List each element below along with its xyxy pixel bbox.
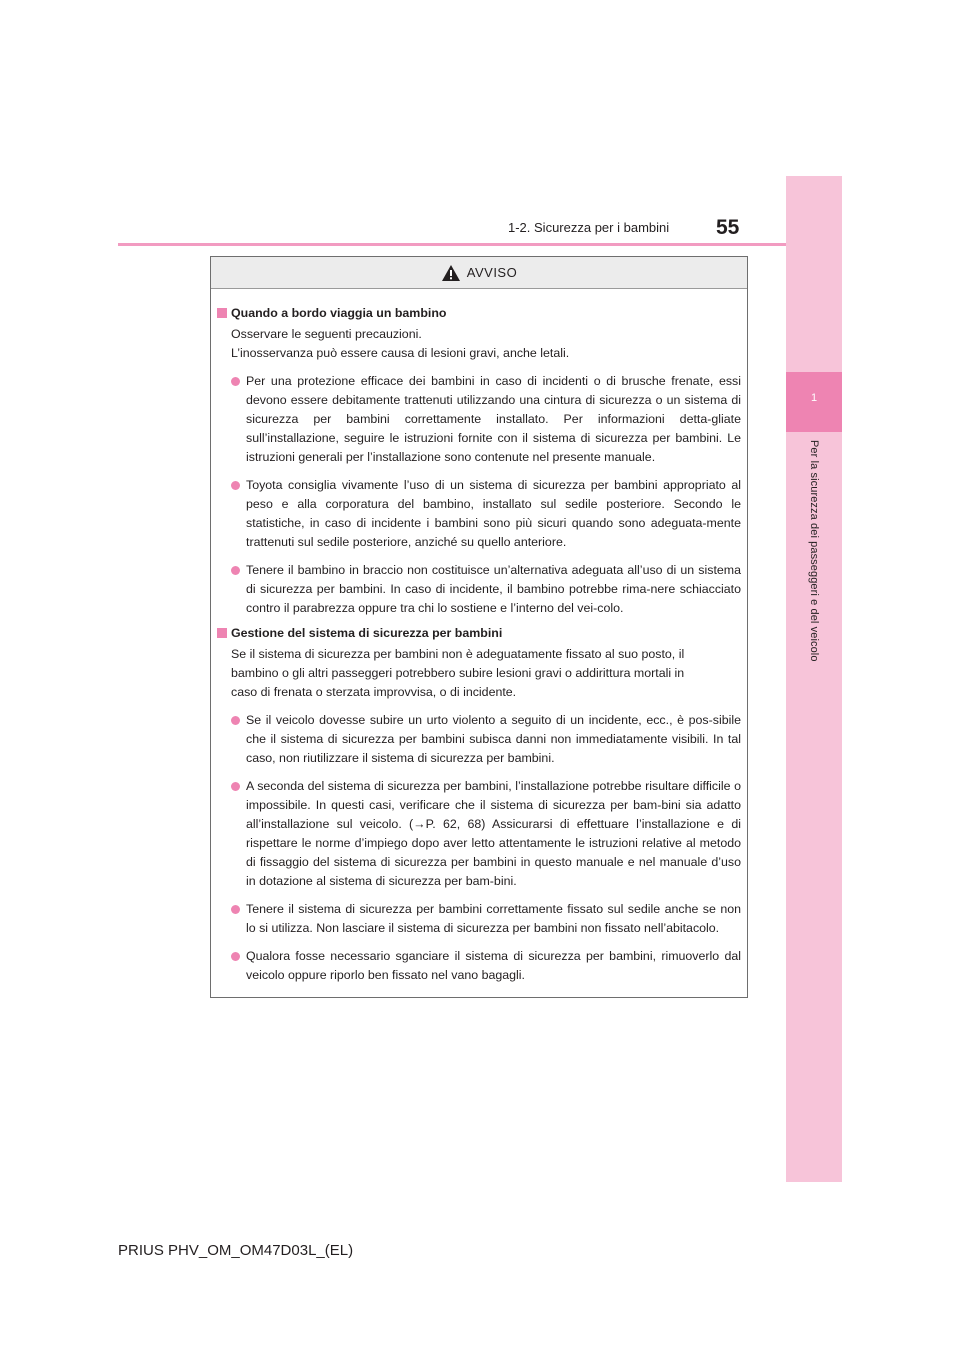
- section-heading: [217, 624, 741, 643]
- list-item: [231, 372, 741, 467]
- round-bullet-icon: [231, 716, 240, 725]
- list-item-text: Se il veicolo dovesse subire un urto violento a seguito di un incidente, ecc., è pos-sibile che il sistema di sicurezza per bambini subisca danni non immediatamente visibili. In tal caso, non riutilizzare il sistema di sicurezza per bambini.: [246, 713, 741, 765]
- list-item: [231, 900, 741, 938]
- round-bullet-icon: [231, 952, 240, 961]
- chapter-number: 1: [810, 392, 818, 404]
- chapter-title-text: Per la sicurezza dei passeggeri e del veicolo: [808, 440, 820, 662]
- page-number: 55: [716, 216, 740, 239]
- list-item-text: Per una protezione efficace dei bambini in caso di incidenti o di brusche frenate, essi devono essere debitamente trattenuti utilizzando una cintura di sicurezza o un sistema di sicurezza per bambini correttamente installato. Per informazioni detta-gliate sull’installazione, seguire le istruzioni fornite con il sistema di sicurezza per bambini. Le istruzioni generali per l’installazione sono contenute nel presente manuale.: [246, 374, 741, 464]
- square-bullet-icon: [217, 308, 227, 318]
- list-item: [231, 476, 741, 552]
- header-rule: [118, 243, 786, 246]
- round-bullet-icon: [231, 566, 240, 575]
- list-item: [231, 947, 741, 985]
- intro-line: L’inosservanza può essere causa di lesioni gravi, anche letali.: [231, 346, 570, 360]
- list-item-text: A seconda del sistema di sicurezza per bambini, l’installazione potrebbe risultare difficile o impossibile. In questi casi, verificare che il sistema di sicurezza per bam-bini sia adatto all’installazione sul veicolo. (→P. 62, 68) Assicurarsi di effettuare l’installazione e di rispettare le norme d’impiego dopo aver letto attentamente le istruzioni relative al metodo di fissaggio del sistema di sicurezza per bambini in questo manuale e nel manuale d’uso in dotazione al sistema di sicurezza per bam-bini.: [246, 779, 741, 888]
- list-item: [231, 711, 741, 768]
- square-bullet-icon: [217, 628, 227, 638]
- intro-line: caso di frenata o sterzata improvvisa, o di incidente.: [231, 685, 517, 699]
- intro-line: Se il sistema di sicurezza per bambini non è adeguatamente fissato al suo posto, il: [231, 647, 685, 661]
- section-heading-text: Quando a bordo viaggia un bambino: [231, 306, 447, 320]
- list-item-text: Toyota consiglia vivamente l’uso di un sistema di sicurezza per bambini appropriato al peso e alla corporatura del bambino, installato sul sedile posteriore. Secondo le statistiche, in caso di incidente i bambini sono più sicuri quando sono adeguata-mente trattenuti sul sedile posteriore, anziché su quello anteriore.: [246, 478, 741, 549]
- warning-label: AVVISO: [466, 265, 518, 280]
- round-bullet-icon: [231, 377, 240, 386]
- round-bullet-icon: [231, 905, 240, 914]
- round-bullet-icon: [231, 782, 240, 791]
- intro-line: Osservare le seguenti precauzioni.: [231, 327, 422, 341]
- document-id: PRIUS PHV_OM_OM47D03L_(EL): [118, 1242, 354, 1259]
- round-bullet-icon: [231, 481, 240, 490]
- list-item-text: Tenere il bambino in braccio non costituisce un’alternativa adeguata all’uso di un sistema di sicurezza per bambini. In caso di incidente, il bambino potrebbe rima-nere schiacciato contro il parabrezza oppure tra chi lo sostiene e l’interno del vei-colo.: [246, 563, 741, 615]
- list-item-text: Qualora fosse necessario sganciare il sistema di sicurezza per bambini, rimuoverlo dal veicolo oppure riporlo ben fissato nel vano bagagli.: [246, 949, 741, 982]
- warning-box: [210, 256, 748, 998]
- list-item: [231, 777, 741, 891]
- chapter-title: [786, 440, 842, 1140]
- list-item: [231, 561, 741, 618]
- warning-body: [211, 289, 747, 985]
- list-item-text: Tenere il sistema di sicurezza per bambini correttamente fissato sul sedile anche se non lo si utilizza. Non lasciare il sistema di sicurezza per bambini non fissato nell’abitacolo.: [246, 902, 741, 935]
- section-heading-text: Gestione del sistema di sicurezza per bambini: [231, 626, 503, 640]
- intro-line: bambino o gli altri passeggeri potrebbero subire lesioni gravi o addirittura mortali in: [231, 666, 685, 680]
- section-title: 1-2. Sicurezza per i bambini: [508, 220, 670, 235]
- warning-header: [211, 257, 747, 289]
- section-heading: [217, 304, 741, 323]
- warning-triangle-icon: [441, 264, 461, 282]
